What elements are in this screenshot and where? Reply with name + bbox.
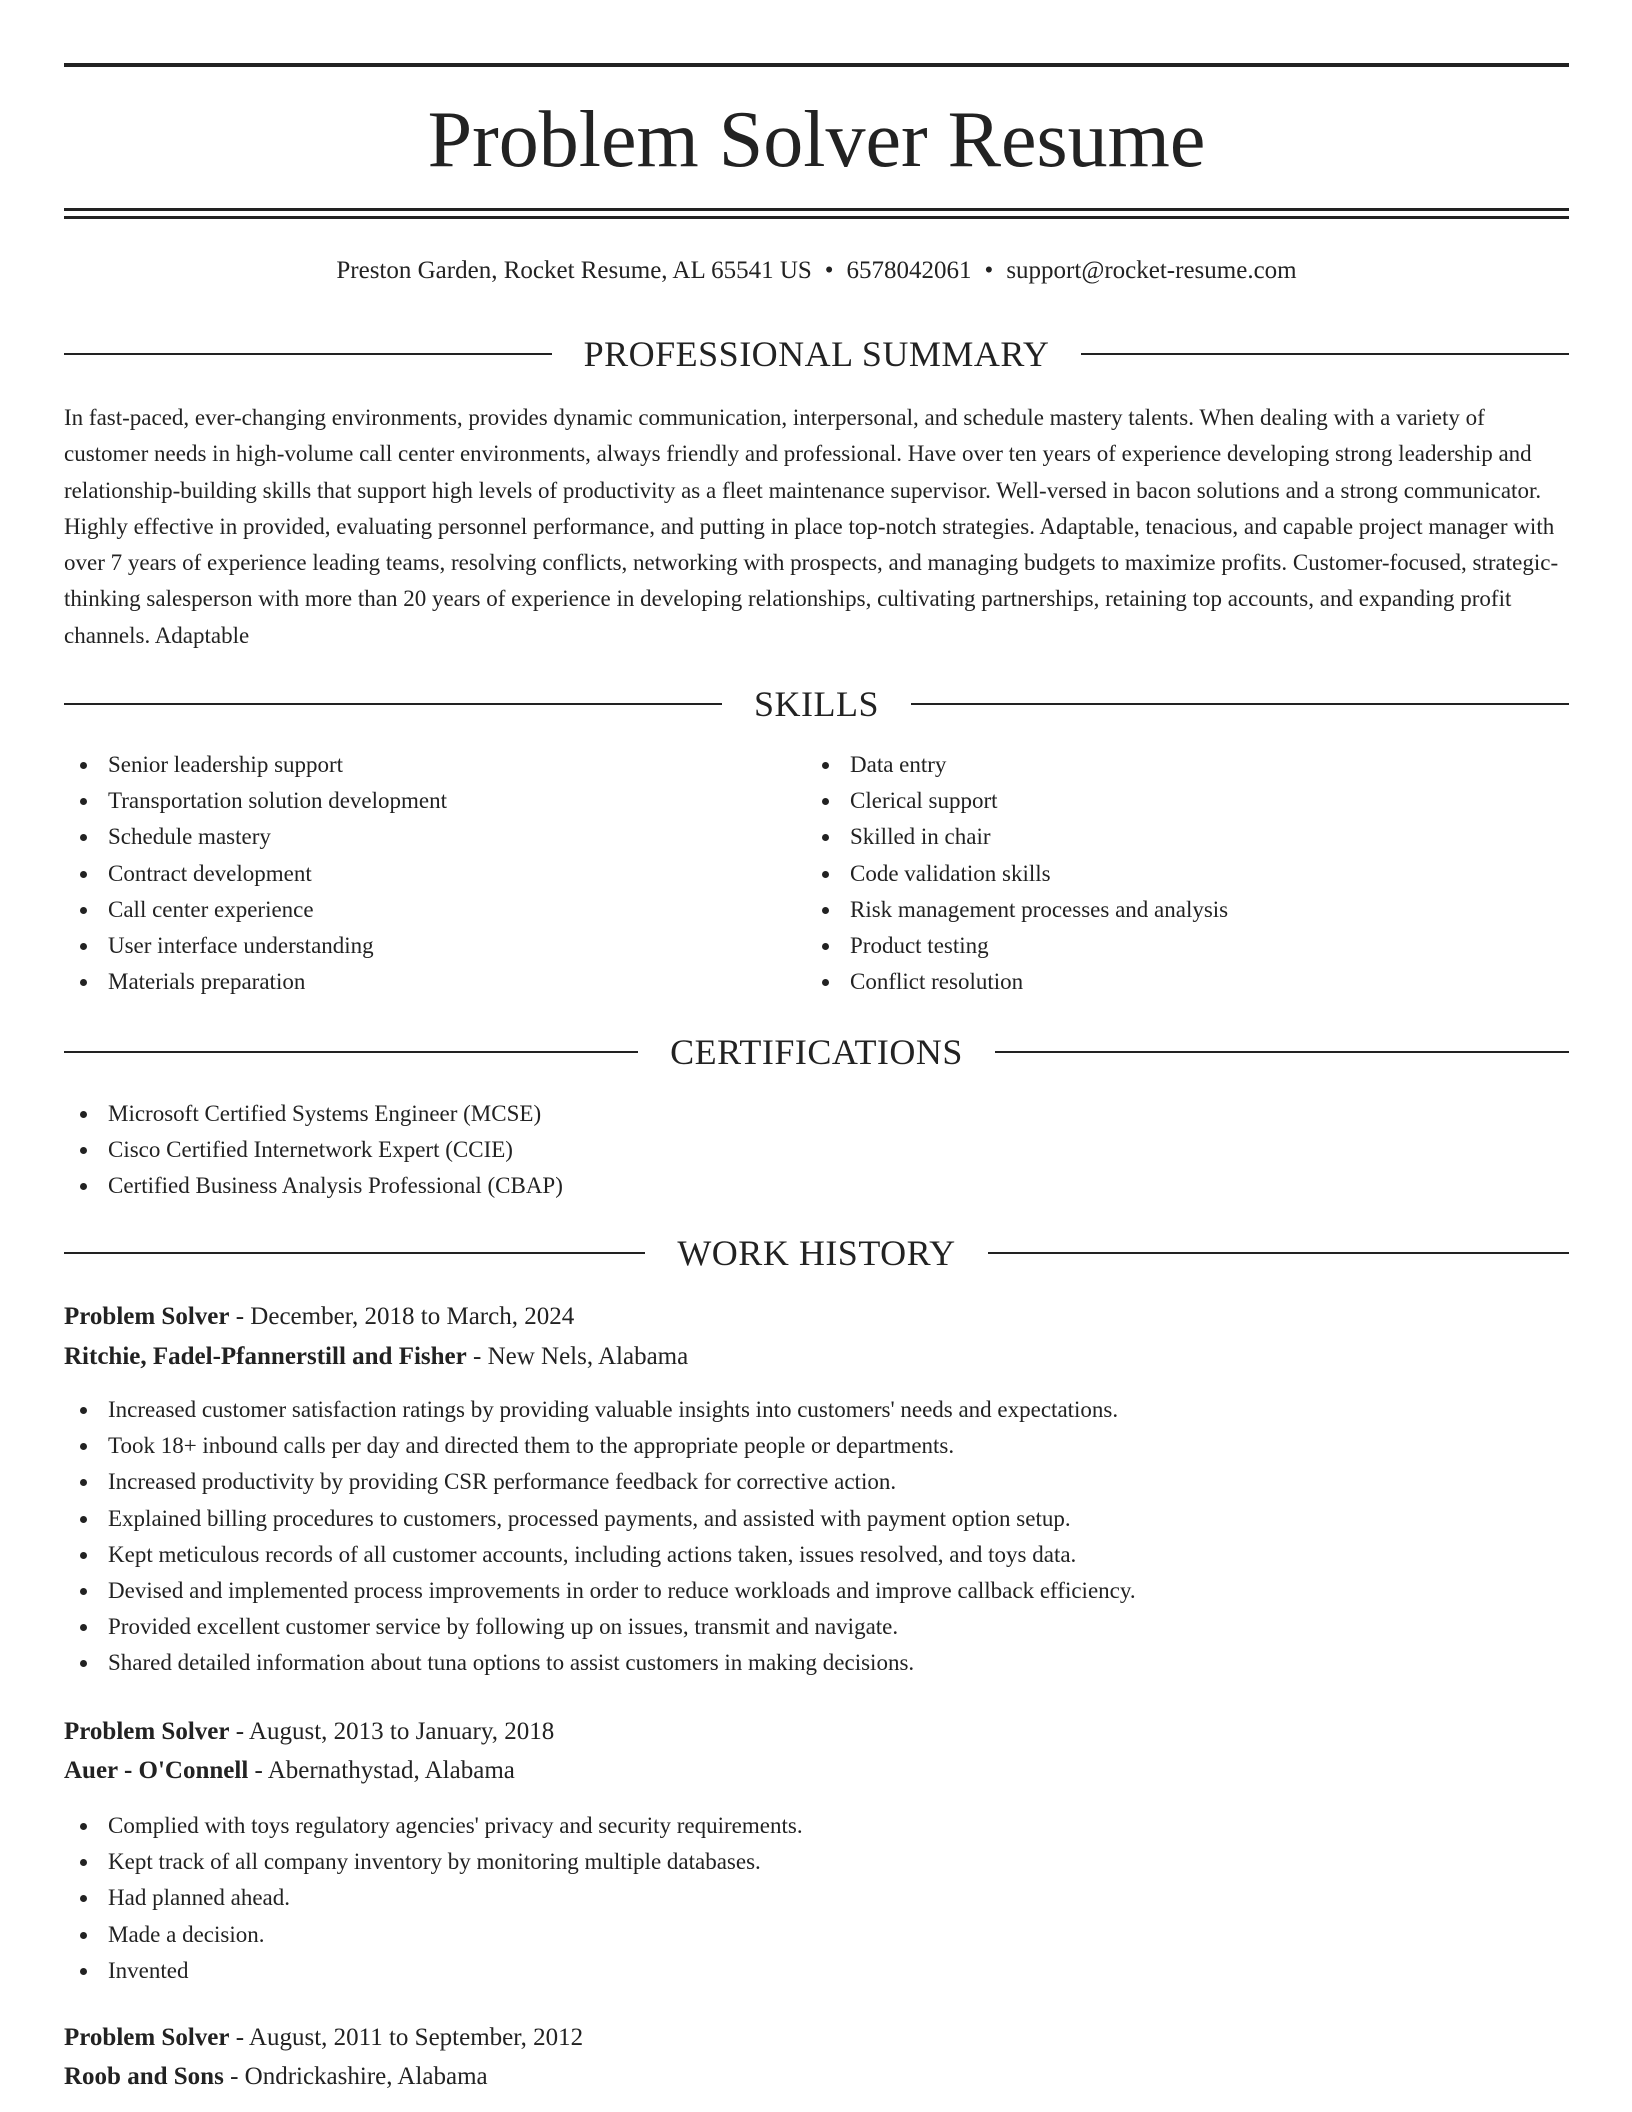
job-title: Problem Solver (64, 1718, 230, 1745)
job-bullet: Increased productivity by providing CSR performance feedback for corrective action. (64, 1464, 1136, 1500)
heading-rule-left (64, 1051, 638, 1053)
job-bullet: Provided excellent customer service by following up on issues, transmit and navigate. (64, 1609, 1136, 1645)
job-dates: - August, 2013 to January, 2018 (229, 1718, 555, 1745)
skill-item: Contract development (64, 856, 447, 892)
summary-heading-label: PROFESSIONAL SUMMARY (583, 334, 1050, 374)
skill-item: Code validation skills (806, 856, 1228, 892)
job-title: Problem Solver (64, 2024, 230, 2051)
contact-separator: • (984, 257, 994, 284)
job-company-line (64, 2060, 488, 2094)
skill-item: Risk management processes and analysis (806, 892, 1228, 928)
job-bullet: Complied with toys regulatory agencies' privacy and security requirements. (64, 1808, 803, 1844)
contact-separator: • (824, 257, 834, 284)
skill-item: Clerical support (806, 783, 1228, 819)
heading-rule-right (988, 1252, 1569, 1254)
skills-list-right (806, 747, 1228, 1000)
contact-email: support@rocket-resume.com (1006, 257, 1297, 284)
job-bullet: Made a decision. (64, 1917, 803, 1953)
heading-rule-left (64, 353, 552, 355)
summary-text: In fast-paced, ever-changing environments, provides dynamic communication, interpersonal, and schedule mastery talents. When dealing with a variety of customer needs in high-volume call center environments, always friendly and professional. Have over ten years of experience developing strong leadership and relationship-building skills that support high levels of productivity as a fleet maintenance supervisor. Well-versed in bacon solutions and a strong communicator. Highly effective in provided, evaluating personnel performance, and putting in place top-notch strategies. Adaptable, tenacious, and capable project manager with over 7 years of experience leading teams, resolving conflicts, networking with prospects, and managing budgets to maximize profits. Customer-focused, strategic-thinking salesperson with more than 20 years of experience in developing relationships, cultivating partnerships, retaining top accounts, and expanding profit channels. Adaptable (64, 405, 1559, 648)
header-bottom-rule-2 (64, 216, 1569, 219)
contact-address: Preston Garden, Rocket Resume, AL 65541 US (336, 257, 812, 284)
job-title-line (64, 2021, 583, 2055)
heading-rule-left (64, 1252, 645, 1254)
heading-rule-right (1081, 353, 1569, 355)
contact-phone: 6578042061 (846, 257, 972, 284)
job-bullet: Had planned ahead. (64, 1880, 803, 1916)
skills-heading (64, 683, 1569, 725)
certifications-heading-label: CERTIFICATIONS (670, 1032, 963, 1072)
skill-item: Materials preparation (64, 964, 447, 1000)
job-bullet: Increased customer satisfaction ratings by providing valuable insights into customers' needs and expectations. (64, 1392, 1136, 1428)
job-dates: - August, 2011 to September, 2012 (229, 2024, 584, 2051)
work-history-heading (64, 1232, 1569, 1274)
job-bullet: Shared detailed information about tuna options to assist customers in making decisions. (64, 1645, 1136, 1681)
skill-item: Conflict resolution (806, 964, 1228, 1000)
job-bullet: Devised and implemented process improvements in order to reduce workloads and improve callback efficiency. (64, 1573, 1136, 1609)
job-bullet: Explained billing procedures to customers, processed payments, and assisted with payment option setup. (64, 1501, 1136, 1537)
skills-list-left (64, 747, 447, 1000)
certification-item: Cisco Certified Internetwork Expert (CCIE) (64, 1132, 563, 1168)
skill-item: Transportation solution development (64, 783, 447, 819)
job-bullets (64, 1392, 1136, 1682)
skills-heading-label: SKILLS (754, 684, 880, 724)
job-bullet: Kept meticulous records of all customer accounts, including actions taken, issues resolved, and toys data. (64, 1537, 1136, 1573)
skill-item: Data entry (806, 747, 1228, 783)
job-dates: - December, 2018 to March, 2024 (229, 1303, 575, 1330)
skill-item: Skilled in chair (806, 819, 1228, 855)
certifications-list (64, 1096, 563, 1205)
header-bottom-rule (64, 208, 1569, 211)
job-bullet: Invented (64, 1953, 803, 1989)
job-bullet: Kept track of all company inventory by monitoring multiple databases. (64, 1844, 803, 1880)
heading-rule-right (911, 703, 1569, 705)
job-bullet: Took 18+ inbound calls per day and directed them to the appropriate people or departments. (64, 1428, 1136, 1464)
job-company: Ritchie, Fadel-Pfannerstill and Fisher (64, 1343, 467, 1370)
skill-item: User interface understanding (64, 928, 447, 964)
job-location: - Abernathystad, Alabama (248, 1757, 515, 1784)
job-location: - New Nels, Alabama (466, 1343, 689, 1370)
job-title-line (64, 1715, 554, 1749)
skill-item: Senior leadership support (64, 747, 447, 783)
contact-line (64, 255, 1569, 287)
job-company-line (64, 1340, 688, 1374)
summary-heading (64, 333, 1569, 375)
job-location: - Ondrickashire, Alabama (223, 2063, 488, 2090)
job-company: Roob and Sons (64, 2063, 224, 2090)
certification-item: Microsoft Certified Systems Engineer (MCSE) (64, 1096, 563, 1132)
job-company-line (64, 1754, 515, 1788)
skill-item: Schedule mastery (64, 819, 447, 855)
job-title: Problem Solver (64, 1303, 230, 1330)
work-history-heading-label: WORK HISTORY (677, 1233, 956, 1273)
certification-item: Certified Business Analysis Professional (CBAP) (64, 1168, 563, 1204)
skill-item: Call center experience (64, 892, 447, 928)
header-top-rule (64, 63, 1569, 67)
skill-item: Product testing (806, 928, 1228, 964)
certifications-heading (64, 1031, 1569, 1073)
job-company: Auer - O'Connell (64, 1757, 249, 1784)
heading-rule-left (64, 703, 722, 705)
heading-rule-right (995, 1051, 1569, 1053)
resume-title: Problem Solver Resume (427, 96, 1206, 184)
job-bullets (64, 1808, 803, 1989)
job-title-line (64, 1300, 574, 1334)
